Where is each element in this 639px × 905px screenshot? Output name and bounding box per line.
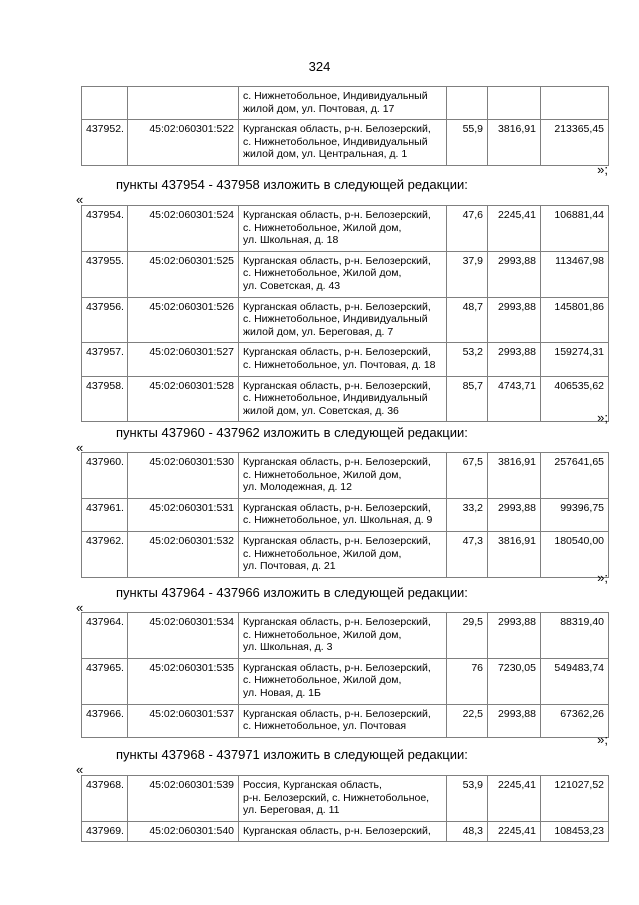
address: Курганская область, р-н. Белозерский, с. Нижнетобольное, Индивидуальный жилой дом, ул. Береговая, д. 7 xyxy=(239,297,447,343)
cadastral-value: 549483,74 xyxy=(541,658,609,704)
cadastral-number: 45:02:060301:540 xyxy=(128,821,239,842)
row-number: 437968. xyxy=(82,776,128,822)
address: Курганская область, р-н. Белозерский, с. Нижнетобольное, Жилой дом, ул. Почтовая, д. 21 xyxy=(239,531,447,577)
cadastral-value: 106881,44 xyxy=(541,206,609,252)
rate xyxy=(488,87,541,120)
row-number xyxy=(82,87,128,120)
rate: 2245,41 xyxy=(488,776,541,822)
cadastral-number: 45:02:060301:528 xyxy=(128,376,239,422)
row-number: 437966. xyxy=(82,704,128,737)
area: 67,5 xyxy=(447,453,488,499)
rate: 2993,88 xyxy=(488,343,541,376)
rate: 2993,88 xyxy=(488,498,541,531)
row-number: 437954. xyxy=(82,206,128,252)
section-intro: пункты 437960 - 437962 изложить в следующей редакции: xyxy=(116,425,468,440)
registry-table xyxy=(81,612,609,738)
cadastral-value: 145801,86 xyxy=(541,297,609,343)
close-quote: »; xyxy=(597,570,608,585)
section-intro: пункты 437968 - 437971 изложить в следующей редакции: xyxy=(116,747,468,762)
table-row xyxy=(82,613,609,659)
area: 48,7 xyxy=(447,297,488,343)
open-quote: « xyxy=(76,762,84,777)
rate: 4743,71 xyxy=(488,376,541,422)
rate: 3816,91 xyxy=(488,120,541,166)
cadastral-value: 180540,00 xyxy=(541,531,609,577)
row-number: 437960. xyxy=(82,453,128,499)
row-number: 437961. xyxy=(82,498,128,531)
cadastral-number: 45:02:060301:525 xyxy=(128,251,239,297)
address: Россия, Курганская область, р-н. Белозерский, с. Нижнетобольное, ул. Береговая, д. 11 xyxy=(239,776,447,822)
address: Курганская область, р-н. Белозерский, с. Нижнетобольное, Жилой дом, ул. Молодежная, д. 12 xyxy=(239,453,447,499)
rate: 2993,88 xyxy=(488,704,541,737)
rate: 3816,91 xyxy=(488,531,541,577)
cadastral-number: 45:02:060301:530 xyxy=(128,453,239,499)
area: 53,9 xyxy=(447,776,488,822)
address: Курганская область, р-н. Белозерский, xyxy=(239,821,447,842)
area: 53,2 xyxy=(447,343,488,376)
table-row xyxy=(82,343,609,376)
table-row xyxy=(82,376,609,422)
row-number: 437952. xyxy=(82,120,128,166)
area: 76 xyxy=(447,658,488,704)
table-row xyxy=(82,120,609,166)
page-number: 324 xyxy=(308,59,331,74)
cadastral-value: 121027,52 xyxy=(541,776,609,822)
registry-table xyxy=(81,205,609,422)
row-number: 437958. xyxy=(82,376,128,422)
cadastral-value: 159274,31 xyxy=(541,343,609,376)
cadastral-number: 45:02:060301:534 xyxy=(128,613,239,659)
area xyxy=(447,87,488,120)
rate: 2993,88 xyxy=(488,613,541,659)
rate: 2993,88 xyxy=(488,251,541,297)
address: Курганская область, р-н. Белозерский, с. Нижнетобольное, Жилой дом, ул. Новая, д. 1Б xyxy=(239,658,447,704)
cadastral-value: 108453,23 xyxy=(541,821,609,842)
cadastral-number: 45:02:060301:539 xyxy=(128,776,239,822)
row-number: 437969. xyxy=(82,821,128,842)
table-row xyxy=(82,206,609,252)
cadastral-value: 113467,98 xyxy=(541,251,609,297)
cadastral-number: 45:02:060301:527 xyxy=(128,343,239,376)
address: Курганская область, р-н. Белозерский, с. Нижнетобольное, Индивидуальный жилой дом, ул. Советская, д. 36 xyxy=(239,376,447,422)
area: 33,2 xyxy=(447,498,488,531)
table-row xyxy=(82,658,609,704)
row-number: 437956. xyxy=(82,297,128,343)
table-row xyxy=(82,453,609,499)
cadastral-value xyxy=(541,87,609,120)
area: 85,7 xyxy=(447,376,488,422)
close-quote: »; xyxy=(597,732,608,747)
address: Курганская область, р-н. Белозерский, с. Нижнетобольное, Жилой дом, ул. Советская, д. 43 xyxy=(239,251,447,297)
cadastral-value: 99396,75 xyxy=(541,498,609,531)
row-number: 437962. xyxy=(82,531,128,577)
table-row xyxy=(82,704,609,737)
registry-table xyxy=(81,775,609,842)
cadastral-value: 67362,26 xyxy=(541,704,609,737)
address: Курганская область, р-н. Белозерский, с. Нижнетобольное, Жилой дом, ул. Школьная, д. 3 xyxy=(239,613,447,659)
open-quote: « xyxy=(76,192,84,207)
cadastral-number: 45:02:060301:531 xyxy=(128,498,239,531)
cadastral-value: 406535,62 xyxy=(541,376,609,422)
section-intro: пункты 437964 - 437966 изложить в следующей редакции: xyxy=(116,585,468,600)
area: 37,9 xyxy=(447,251,488,297)
table-row xyxy=(82,87,609,120)
address: Курганская область, р-н. Белозерский, с. Нижнетобольное, ул. Школьная, д. 9 xyxy=(239,498,447,531)
cadastral-value: 257641,65 xyxy=(541,453,609,499)
area: 48,3 xyxy=(447,821,488,842)
table-row xyxy=(82,776,609,822)
registry-table xyxy=(81,86,609,166)
cadastral-value: 213365,45 xyxy=(541,120,609,166)
cadastral-number: 45:02:060301:535 xyxy=(128,658,239,704)
area: 55,9 xyxy=(447,120,488,166)
area: 47,6 xyxy=(447,206,488,252)
address: Курганская область, р-н. Белозерский, с. Нижнетобольное, ул. Почтовая, д. 18 xyxy=(239,343,447,376)
cadastral-number: 45:02:060301:532 xyxy=(128,531,239,577)
rate: 2993,88 xyxy=(488,297,541,343)
open-quote: « xyxy=(76,440,84,455)
open-quote: « xyxy=(76,600,84,615)
row-number: 437955. xyxy=(82,251,128,297)
rate: 2245,41 xyxy=(488,206,541,252)
area: 47,3 xyxy=(447,531,488,577)
rate: 7230,05 xyxy=(488,658,541,704)
close-quote: »; xyxy=(597,162,608,177)
table-row xyxy=(82,297,609,343)
section-intro: пункты 437954 - 437958 изложить в следующей редакции: xyxy=(116,177,468,192)
address: Курганская область, р-н. Белозерский, с. Нижнетобольное, Жилой дом, ул. Школьная, д. 18 xyxy=(239,206,447,252)
table-row xyxy=(82,251,609,297)
row-number: 437964. xyxy=(82,613,128,659)
table-row xyxy=(82,498,609,531)
table-row xyxy=(82,821,609,842)
row-number: 437957. xyxy=(82,343,128,376)
cadastral-value: 88319,40 xyxy=(541,613,609,659)
cadastral-number: 45:02:060301:537 xyxy=(128,704,239,737)
area: 29,5 xyxy=(447,613,488,659)
area: 22,5 xyxy=(447,704,488,737)
registry-table xyxy=(81,452,609,578)
cadastral-number: 45:02:060301:522 xyxy=(128,120,239,166)
row-number: 437965. xyxy=(82,658,128,704)
cadastral-number xyxy=(128,87,239,120)
address: Курганская область, р-н. Белозерский, с. Нижнетобольное, ул. Почтовая xyxy=(239,704,447,737)
close-quote: »; xyxy=(597,410,608,425)
address: с. Нижнетобольное, Индивидуальный жилой дом, ул. Почтовая, д. 17 xyxy=(239,87,447,120)
address: Курганская область, р-н. Белозерский, с. Нижнетобольное, Индивидуальный жилой дом, ул. Центральная, д. 1 xyxy=(239,120,447,166)
cadastral-number: 45:02:060301:524 xyxy=(128,206,239,252)
cadastral-number: 45:02:060301:526 xyxy=(128,297,239,343)
table-row xyxy=(82,531,609,577)
rate: 3816,91 xyxy=(488,453,541,499)
rate: 2245,41 xyxy=(488,821,541,842)
